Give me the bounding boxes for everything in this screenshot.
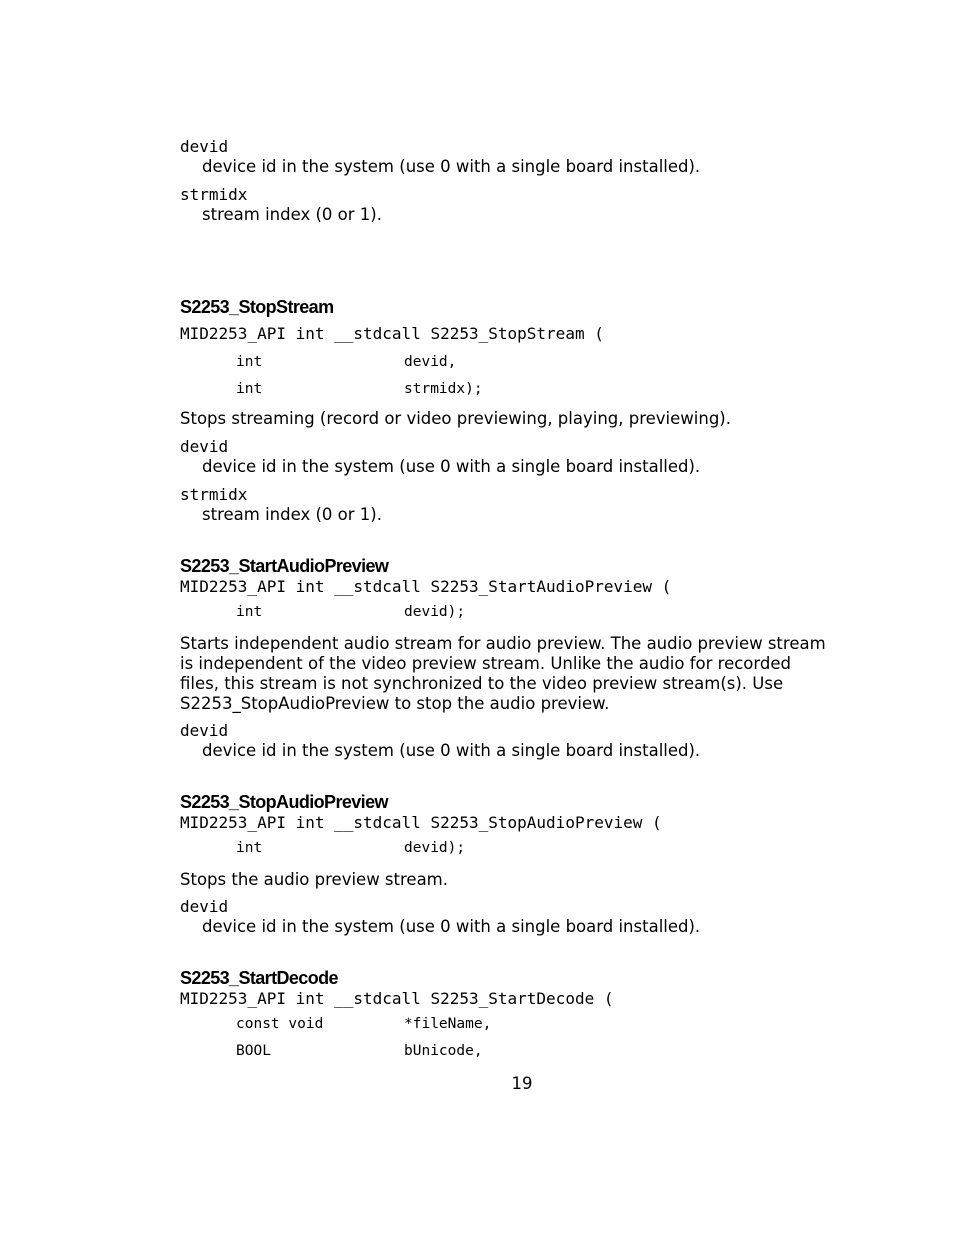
section-stop-audio-preview [180,791,870,937]
arg-name: *fileName, [404,1015,492,1032]
arg-row [180,1010,870,1037]
arg-row [180,1037,870,1064]
section-description [180,634,870,714]
description-line: Starts independent audio stream for audio preview. The audio preview stream [180,634,826,653]
section-stop-stream [180,296,870,525]
param-desc: stream index (0 or 1). [202,205,382,224]
arg-name: devid); [404,839,466,856]
arg-type: int [236,603,263,620]
arg-row [180,598,870,625]
section-title: S2253_StartDecode [180,968,338,988]
section-start-decode [180,967,870,1064]
section-title: S2253_StopStream [180,297,334,317]
arg-type: BOOL [236,1042,271,1059]
param-name: devid [180,137,229,156]
arg-type: const void [236,1015,324,1032]
param-name: devid [180,721,229,740]
description-line: is independent of the video preview stream. Unlike the audio for recorded [180,654,791,673]
description-line: S2253_StopAudioPreview to stop the audio preview. [180,694,610,713]
section-start-audio-preview [180,555,870,761]
arg-name: bUnicode, [404,1042,483,1059]
function-signature: MID2253_API int __stdcall S2253_StartAudioPreview ( [180,577,672,596]
param-name: devid [180,437,229,456]
param-name: devid [180,897,229,916]
function-signature: MID2253_API int __stdcall S2253_StopAudioPreview ( [180,813,662,832]
section-title: S2253_StartAudioPreview [180,556,389,576]
arg-type: int [236,353,263,370]
param-desc: device id in the system (use 0 with a single board installed). [202,741,701,760]
function-signature: MID2253_API int __stdcall S2253_StopStream ( [180,324,604,343]
param-desc: stream index (0 or 1). [202,505,382,524]
arg-name: strmidx); [404,380,483,397]
section-description: Stops streaming (record or video previewing, playing, previewing). [180,409,731,428]
param-desc: device id in the system (use 0 with a single board installed). [202,917,701,936]
param-desc: device id in the system (use 0 with a single board installed). [202,457,701,476]
param-desc: device id in the system (use 0 with a single board installed). [202,157,701,176]
page-number: 19 [511,1074,533,1093]
arg-name: devid); [404,603,466,620]
arg-type: int [236,380,263,397]
description-line: files, this stream is not synchronized to the video preview stream(s). Use [180,674,784,693]
section-title: S2253_StopAudioPreview [180,792,388,812]
param-name: strmidx [180,485,248,504]
arg-name: devid, [404,353,457,370]
document-page [180,137,870,1064]
param-name: strmidx [180,185,248,204]
arg-type: int [236,839,263,856]
arg-row [180,834,870,861]
arg-row [180,375,870,402]
intro-params [180,137,870,225]
section-description: Stops the audio preview stream. [180,870,448,889]
arg-row [180,348,870,375]
function-signature: MID2253_API int __stdcall S2253_StartDecode ( [180,989,614,1008]
